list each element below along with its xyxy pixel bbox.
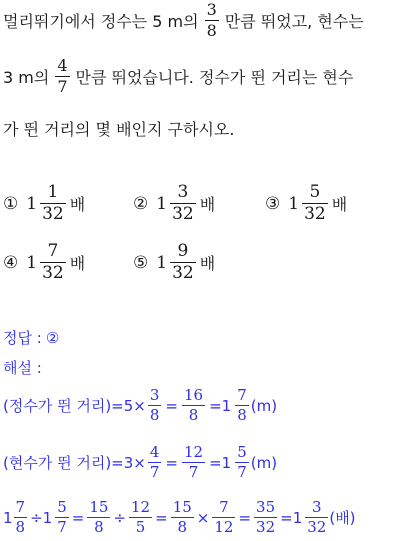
fraction: [55, 58, 69, 95]
whole-number: 1: [26, 252, 38, 273]
answer-value: ②: [45, 328, 60, 347]
whole-number: 1: [26, 193, 38, 214]
question-line-2: [3, 58, 353, 95]
denominator: 32: [172, 263, 194, 283]
solution-text: (정수가 뛴 거리)=5×: [3, 397, 146, 415]
question-line-3: [3, 117, 234, 140]
unit: (배): [329, 509, 356, 527]
numerator: 7: [47, 241, 59, 261]
fraction: [171, 500, 194, 535]
solution-text: (현수가 뛴 거리)=3×: [3, 454, 146, 472]
operator: =1: [209, 453, 232, 472]
whole-number: 1: [156, 193, 168, 214]
fraction: [170, 243, 196, 282]
question-text: 만큼 뛰었고, 현수는: [224, 12, 364, 31]
operator: =: [165, 453, 178, 472]
answer-line: [3, 327, 59, 348]
question-text: 가 뛴 거리의 몇 배인지 구하시오.: [3, 120, 235, 139]
fraction: [205, 2, 219, 39]
question-line-1: [3, 2, 364, 39]
fraction: [235, 388, 249, 423]
fraction: [40, 184, 66, 223]
numerator: 3: [149, 386, 160, 404]
unit: 배: [331, 195, 348, 214]
numerator: 4: [149, 443, 160, 461]
question-text: 만큼 뛰었습니다. 정수가 뛴 거리는 현수: [75, 68, 354, 87]
question-text: 3 m의: [3, 68, 50, 87]
choice-marker: ⑤: [133, 252, 149, 273]
choice-marker: ③: [265, 193, 281, 214]
whole-number: 1: [156, 252, 168, 273]
question-text: 멀리뛰기에서 정수는 5 m의: [3, 12, 199, 31]
solution-line-1: [3, 388, 277, 423]
numerator: 3: [177, 182, 189, 202]
operator: =1: [209, 396, 232, 415]
denominator: 32: [256, 518, 276, 536]
fraction: [170, 184, 196, 223]
operator: ×: [196, 508, 210, 527]
solution-line-3: [3, 500, 356, 535]
fraction: [87, 500, 110, 535]
fraction: [254, 500, 277, 535]
unit: (m): [250, 453, 278, 472]
numerator: 12: [184, 443, 204, 461]
numerator: 16: [184, 386, 204, 404]
numerator: 15: [172, 498, 192, 516]
numerator: 7: [237, 386, 247, 404]
numerator: 12: [131, 498, 151, 516]
denominator: 7: [237, 463, 247, 481]
choice-marker: ②: [133, 193, 149, 214]
choice-marker: ④: [3, 252, 19, 273]
numerator: 7: [15, 498, 26, 516]
denominator: 8: [94, 518, 104, 536]
denominator: 32: [307, 518, 327, 536]
denominator: 32: [42, 204, 64, 224]
fraction: [55, 500, 69, 535]
denominator: 7: [188, 463, 199, 481]
fraction: [302, 184, 328, 223]
fraction: [148, 388, 162, 423]
fraction: [182, 388, 205, 423]
numerator: 5: [309, 182, 321, 202]
operator: =: [165, 396, 178, 415]
choice-1[interactable]: [3, 184, 85, 223]
unit: 배: [199, 195, 216, 214]
choice-4[interactable]: [3, 243, 85, 282]
numerator: 9: [177, 241, 189, 261]
denominator: 5: [135, 518, 146, 536]
denominator: 8: [237, 406, 247, 424]
operator: =1: [280, 508, 303, 527]
operator: ÷: [113, 508, 127, 527]
fraction: [305, 500, 328, 535]
denominator: 8: [177, 518, 187, 536]
fraction: [148, 445, 162, 480]
fraction: [235, 445, 249, 480]
fraction: [182, 445, 205, 480]
numerator: 3: [206, 0, 217, 19]
denominator: 7: [57, 518, 67, 536]
fraction: [129, 500, 152, 535]
denominator: 32: [304, 204, 326, 224]
operator: =: [155, 508, 168, 527]
fraction: [40, 243, 66, 282]
numerator: 35: [256, 498, 276, 516]
whole-number: 1: [3, 508, 13, 527]
operator: =: [71, 508, 85, 527]
unit: 배: [69, 254, 86, 273]
denominator: 7: [149, 463, 160, 481]
whole-number: 1: [288, 193, 300, 214]
choice-5[interactable]: [133, 243, 215, 282]
denominator: 32: [42, 263, 64, 283]
numerator: 4: [57, 56, 68, 75]
numerator: 3: [312, 498, 322, 516]
numerator: 1: [47, 182, 59, 202]
denominator: 8: [149, 406, 160, 424]
denominator: 12: [214, 518, 234, 536]
explanation-label: [3, 357, 42, 378]
choice-2[interactable]: [133, 184, 215, 223]
fraction: [212, 500, 235, 535]
denominator: 8: [15, 518, 26, 536]
denominator: 8: [206, 21, 217, 40]
choice-3[interactable]: [265, 184, 347, 223]
choice-marker: ①: [3, 193, 19, 214]
solution-line-2: [3, 445, 277, 480]
numerator: 7: [219, 498, 229, 516]
numerator: 5: [57, 498, 67, 516]
explanation-label-text: 해설 :: [3, 359, 42, 377]
unit: (m): [250, 396, 278, 415]
unit: 배: [199, 254, 216, 273]
fraction: [14, 500, 28, 535]
denominator: 8: [188, 406, 199, 424]
unit: 배: [69, 195, 86, 214]
denominator: 7: [57, 77, 68, 96]
numerator: 15: [89, 498, 109, 516]
operator: ÷1: [30, 508, 53, 527]
answer-label: 정답 :: [3, 329, 42, 347]
numerator: 5: [237, 443, 247, 461]
operator: =: [238, 508, 252, 527]
denominator: 32: [172, 204, 194, 224]
